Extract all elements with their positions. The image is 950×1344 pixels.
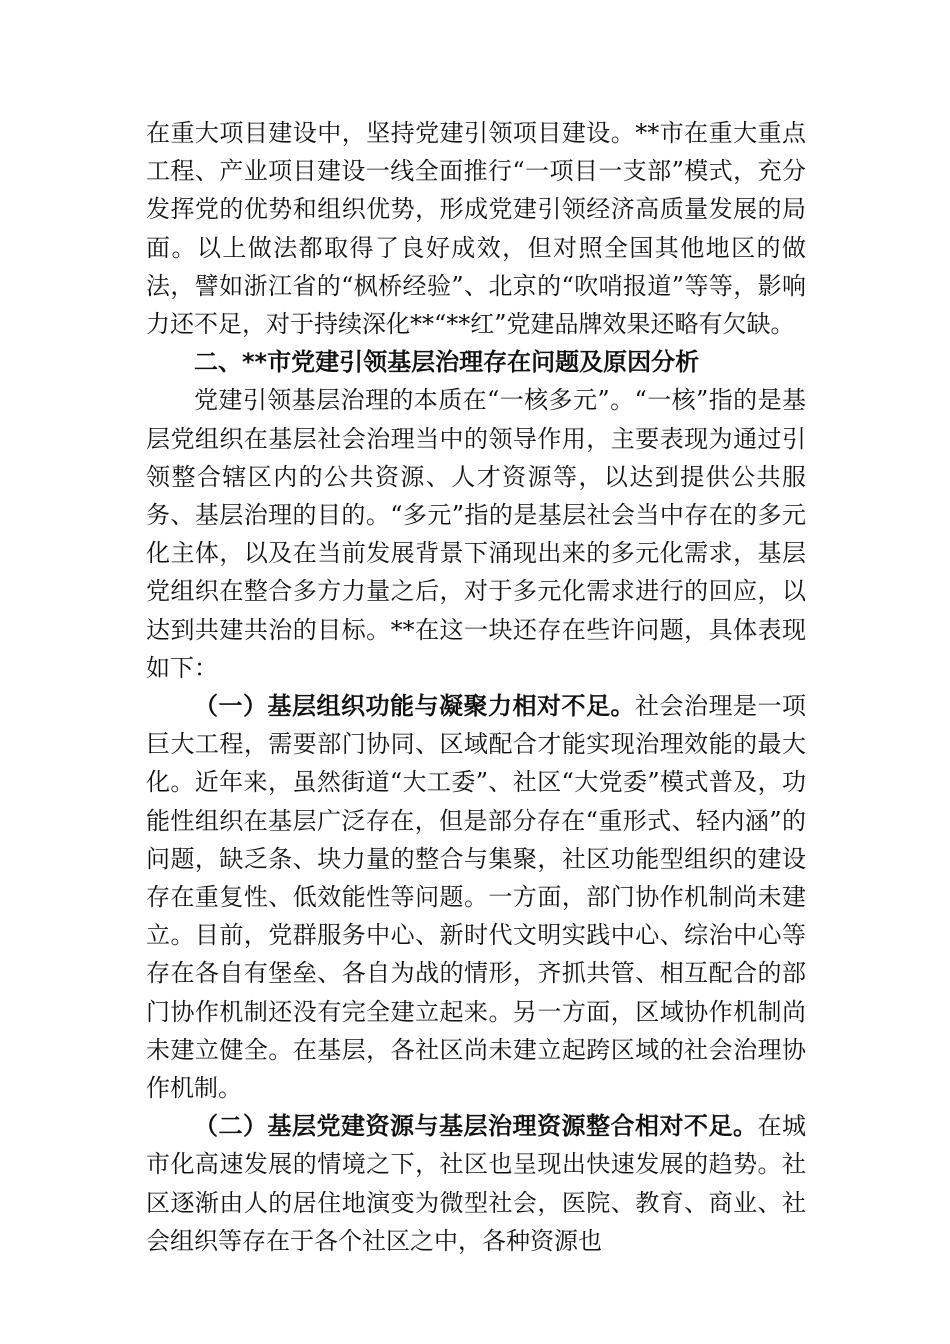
subsection-two	[146, 1107, 806, 1260]
subsection-one	[146, 687, 806, 1107]
subsection-one-body: 社会治理是一项巨大工程，需要部门协同、区域配合才能实现治理效能的最大化。近年来，虽然街道“大工委”、社区“大党委”模式普及，功能性组织在基层广泛存在，但是部分存在“重形式、轻内涵”的问题，缺乏条、块力量的整合与集聚，社区功能型组织的建设存在重复性、低效能性等问题。一方面，部门协作机制尚未建立。目前，党群服务中心、新时代文明实践中心、综治中心等存在各自有堡垒、各自为战的情形，齐抓共管、相互配合的部门协作机制还没有完全建立起来。另一方面，区域协作机制尚未建立健全。在基层，各社区尚未建立起跨区域的社会治理协作机制。	[146, 692, 806, 1103]
section-heading	[146, 343, 806, 381]
paragraph-text: 党建引领基层治理的本质在“一核多元”。“一核”指的是基层党组织在基层社会治理当中的领导作用，主要表现为通过引领整合辖区内的公共资源、人才资源等，以达到提供公共服务、基层治理的目的。“多元”指的是基层社会当中存在的多元化主体，以及在当前发展背景下涌现出来的多元化需求，基层党组织在整合多方力量之后，对于多元化需求进行的回应，以达到共建共治的目标。**在这一块还存在些许问题，具体表现如下：	[146, 386, 806, 682]
paragraph-core-multiple	[146, 381, 806, 687]
paragraph-text: 在重大项目建设中，坚持党建引领项目建设。**市在重大重点工程、产业项目建设一线全面推行“一项目一支部”模式，充分发挥党的优势和组织优势，形成党建引领经济高质量发展的局面。以上做法都取得了良好成效，但对照全国其他地区的做法，譬如浙江省的“枫桥经验”、北京的“吹哨报道”等等，影响力还不足，对于持续深化**“**红”党建品牌效果还略有欠缺。	[146, 119, 806, 339]
subsection-one-title: （一）基层组织功能与凝聚力相对不足。	[194, 691, 635, 721]
document-body	[146, 114, 806, 1260]
subsection-two-body: 在城市化高速发展的情境之下，社区也呈现出快速发展的趋势。社区逐渐由人的居住地演变为微型社会，医院、教育、商业、社会组织等存在于各个社区之中，各种资源也	[146, 1112, 806, 1255]
subsection-two-title: （二）基层党建资源与基层治理资源整合相对不足。	[194, 1111, 758, 1141]
paragraph-project-construction	[146, 114, 806, 343]
section-heading-text: 二、**市党建引领基层治理存在问题及原因分析	[194, 348, 700, 377]
